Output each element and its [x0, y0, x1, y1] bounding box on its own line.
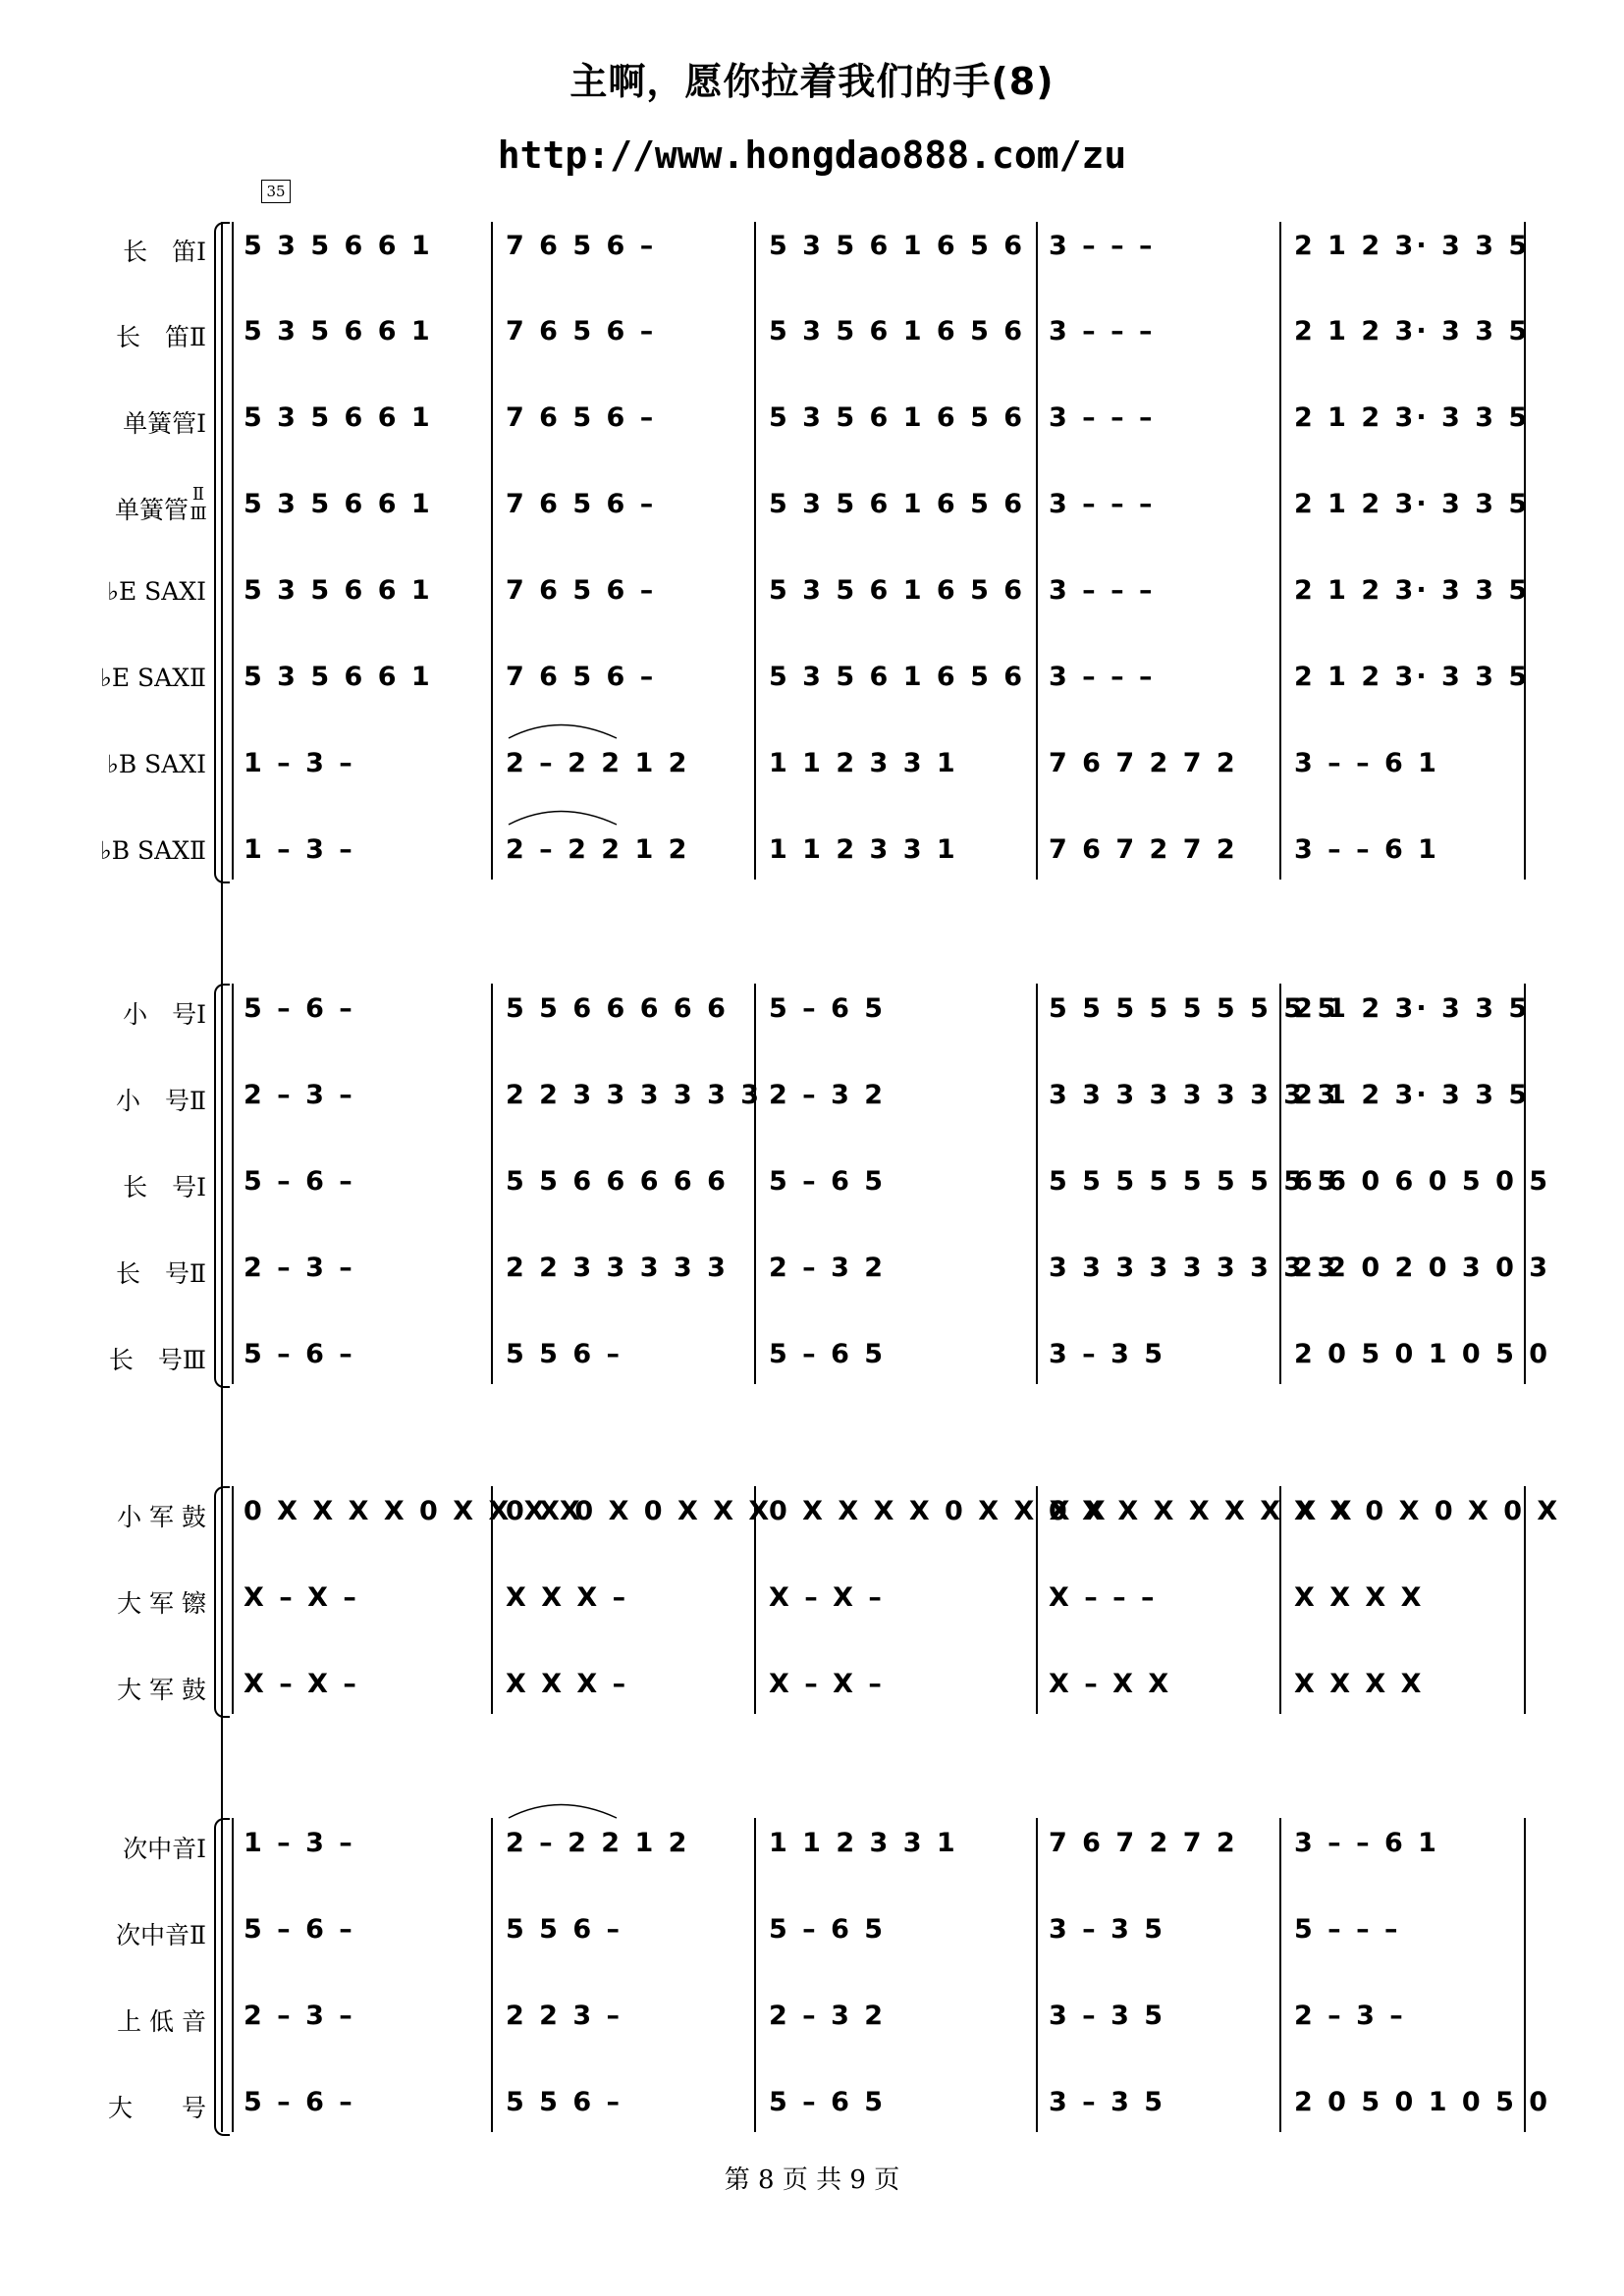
measure-notes: 5 – 6 5 — [769, 993, 887, 1024]
measure-notes: 5 – 6 5 — [769, 1339, 887, 1369]
measure-notes: 3 – 3 5 — [1049, 1914, 1166, 1945]
measure-notes: X – X X — [1049, 1669, 1172, 1699]
measure-notes: 3 – 3 5 — [1049, 2087, 1166, 2117]
measure-notes: 2 0 5 0 1 0 5 0 — [1294, 1339, 1551, 1369]
part-label: ♭E SAXⅠ — [107, 577, 206, 606]
measure-notes: 2 – 3 – — [244, 2001, 355, 2031]
source-url: http://www.hongdao888.com/zu — [497, 133, 1127, 177]
measure-notes: X X X – — [506, 1669, 629, 1699]
measure-notes: 5 – 6 5 — [769, 1166, 887, 1197]
part-label: 长 笛Ⅱ — [116, 323, 206, 351]
measure-notes: 5 – 6 – — [244, 1339, 355, 1369]
score-title: 主啊，愿你拉着我们的手(8) — [569, 60, 1055, 103]
part-label: 长 号Ⅲ — [108, 1346, 206, 1374]
measure-notes: 3 – – – — [1049, 662, 1156, 692]
measure-notes: 2 – 3 2 — [769, 1080, 887, 1110]
part-label: ♭B SAXⅠ — [107, 750, 206, 778]
measure-notes: 1 – 3 – — [244, 1828, 355, 1858]
measure-notes: 7 6 7 2 7 2 — [1049, 834, 1238, 865]
measure-notes: 7 6 5 6 – — [506, 231, 657, 261]
part-label: 上 低 音 — [117, 2007, 206, 2036]
measure-notes: 1 – 3 – — [244, 748, 355, 778]
measure-notes: 3 – – – — [1049, 231, 1156, 261]
measure-notes: 5 – 6 – — [244, 993, 355, 1024]
measure-notes: 5 3 5 6 1 6 5 6 — [769, 231, 1026, 261]
measure-notes: 0 X X X X X X X X — [1049, 1496, 1355, 1526]
page-footer: 第 8 页 共 9 页 — [724, 2165, 900, 2195]
measure-notes: 2 1 2 3· 3 3 5 — [1294, 1080, 1531, 1110]
measure-notes: X X X X — [1294, 1669, 1425, 1699]
measure-notes: 5 5 6 – — [506, 1339, 623, 1369]
measure-notes: 7 6 5 6 – — [506, 575, 657, 606]
part-label: 大 军 鼓 — [117, 1676, 206, 1704]
measure-notes: 2 – 3 – — [244, 1253, 355, 1283]
measure-notes: 5 3 5 6 1 6 5 6 — [769, 575, 1026, 606]
measure-notes: X – X – — [769, 1669, 885, 1699]
measure-notes: 5 3 5 6 6 1 — [244, 489, 433, 519]
measure-notes: 3 3 3 3 3 3 3 3 3 — [1049, 1253, 1339, 1283]
measure-notes: 7 6 5 6 – — [506, 489, 657, 519]
part-label: 长 号Ⅰ — [123, 1173, 206, 1201]
measure-notes: 0 X 0 X 0 X X X — [506, 1496, 773, 1526]
part-label: 小 军 鼓 — [117, 1503, 206, 1531]
part-label: 长 笛Ⅰ — [123, 238, 206, 266]
measure-notes: 1 – 3 – — [244, 834, 355, 865]
measure-notes: 1 1 2 3 3 1 — [769, 748, 958, 778]
part-sublabel: Ⅱ Ⅲ — [189, 484, 207, 524]
part-label: 小 号Ⅰ — [123, 1000, 206, 1029]
measure-notes: 5 5 6 6 6 6 6 — [506, 1166, 729, 1197]
part-label: 单簧管Ⅰ — [123, 409, 206, 438]
measure-notes: 2 2 0 2 0 3 0 3 — [1294, 1253, 1551, 1283]
measure-notes: 2 1 2 3· 3 3 5 — [1294, 489, 1531, 519]
part-label: 大 军 镲 — [117, 1589, 206, 1618]
measure-notes: 2 – 2 2 1 2 — [506, 834, 690, 865]
measure-notes: 5 3 5 6 1 6 5 6 — [769, 316, 1026, 347]
measure-notes: 3 – – – — [1049, 489, 1156, 519]
measure-notes: X – X – — [244, 1582, 359, 1613]
measure-notes: 5 5 5 5 5 5 5 5 5 — [1049, 1166, 1339, 1197]
measure-notes: 2 2 3 3 3 3 3 — [506, 1253, 729, 1283]
measure-notes: 5 3 5 6 1 6 5 6 — [769, 402, 1026, 433]
measure-notes: X X X X — [1294, 1582, 1425, 1613]
measure-notes: 2 2 3 3 3 3 3 3 — [506, 1080, 763, 1110]
measure-notes: 2 2 3 – — [506, 2001, 623, 2031]
measure-notes: 2 1 2 3· 3 3 5 — [1294, 575, 1531, 606]
measure-notes: 5 3 5 6 1 6 5 6 — [769, 662, 1026, 692]
measure-notes: 2 1 2 3· 3 3 5 — [1294, 993, 1531, 1024]
measure-notes: 7 6 7 2 7 2 — [1049, 748, 1238, 778]
measure-notes: 2 1 2 3· 3 3 5 — [1294, 316, 1531, 347]
measure-notes: 5 3 5 6 6 1 — [244, 231, 433, 261]
measure-notes: 0 X X X X 0 X X X X — [244, 1496, 583, 1526]
part-label: 大 号 — [107, 2094, 206, 2122]
measure-notes: X – – – — [1049, 1582, 1158, 1613]
measure-notes: 3 – – – — [1049, 316, 1156, 347]
measure-notes: 5 5 6 – — [506, 2087, 623, 2117]
measure-notes: 2 – 3 2 — [769, 1253, 887, 1283]
measure-notes: 2 – 2 2 1 2 — [506, 748, 690, 778]
measure-notes: X X X – — [506, 1582, 629, 1613]
measure-notes: 2 1 2 3· 3 3 5 — [1294, 231, 1531, 261]
measure-notes: 3 – – – — [1049, 402, 1156, 433]
measure-notes: 2 – 2 2 1 2 — [506, 1828, 690, 1858]
measure-notes: X X 0 X 0 X 0 X — [1294, 1496, 1561, 1526]
measure-notes: 7 6 5 6 – — [506, 402, 657, 433]
measure-notes: 2 – 3 2 — [769, 2001, 887, 2031]
part-label: 次中音Ⅱ — [116, 1921, 206, 1949]
measure-notes: 5 5 5 5 5 5 5 5 5 — [1049, 993, 1339, 1024]
measure-notes: 5 – 6 5 — [769, 1914, 887, 1945]
measure-notes: 5 – 6 – — [244, 2087, 355, 2117]
measure-notes: 7 6 5 6 – — [506, 316, 657, 347]
measure-notes: 2 1 2 3· 3 3 5 — [1294, 402, 1531, 433]
measure-notes: 3 – 3 5 — [1049, 2001, 1166, 2031]
measure-notes: 0 X X X X 0 X X X X — [769, 1496, 1109, 1526]
measure-notes: 2 0 5 0 1 0 5 0 — [1294, 2087, 1551, 2117]
measure-notes: 5 3 5 6 6 1 — [244, 575, 433, 606]
measure-notes: 1 1 2 3 3 1 — [769, 1828, 958, 1858]
measure-notes: 3 – – 6 1 — [1294, 1828, 1439, 1858]
part-label: 小 号Ⅱ — [116, 1087, 206, 1115]
measure-notes: X – X – — [244, 1669, 359, 1699]
part-label: ♭B SAXⅡ — [99, 836, 206, 865]
measure-notes: 7 6 5 6 – — [506, 662, 657, 692]
part-label: 长 号Ⅱ — [116, 1259, 206, 1288]
measure-notes: 5 3 5 6 6 1 — [244, 316, 433, 347]
measure-notes: 7 6 7 2 7 2 — [1049, 1828, 1238, 1858]
measure-notes: X – X – — [769, 1582, 885, 1613]
measure-notes: 2 1 2 3· 3 3 5 — [1294, 662, 1531, 692]
measure-notes: 3 – – – — [1049, 575, 1156, 606]
measure-notes: 2 – 3 – — [1294, 2001, 1406, 2031]
part-label: 单簧管 — [114, 496, 189, 524]
part-label: 次中音Ⅰ — [123, 1835, 206, 1863]
measure-notes: 2 – 3 – — [244, 1080, 355, 1110]
measure-notes: 1 1 2 3 3 1 — [769, 834, 958, 865]
measure-notes: 3 – 3 5 — [1049, 1339, 1166, 1369]
measure-notes: 5 – – – — [1294, 1914, 1401, 1945]
measure-notes: 6 6 0 6 0 5 0 5 — [1294, 1166, 1551, 1197]
measure-notes: 5 – 6 – — [244, 1914, 355, 1945]
measure-notes: 5 3 5 6 1 6 5 6 — [769, 489, 1026, 519]
rehearsal-mark: 35 — [261, 180, 291, 203]
measure-notes: 5 5 6 – — [506, 1914, 623, 1945]
measure-notes: 5 3 5 6 6 1 — [244, 662, 433, 692]
measure-notes: 5 – 6 5 — [769, 2087, 887, 2117]
measure-notes: 3 – – 6 1 — [1294, 748, 1439, 778]
measure-notes: 5 5 6 6 6 6 6 — [506, 993, 729, 1024]
measure-notes: 3 – – 6 1 — [1294, 834, 1439, 865]
measure-notes: 5 3 5 6 6 1 — [244, 402, 433, 433]
measure-notes: 3 3 3 3 3 3 3 3 3 — [1049, 1080, 1339, 1110]
measure-notes: 5 – 6 – — [244, 1166, 355, 1197]
part-label: ♭E SAXⅡ — [100, 664, 206, 692]
